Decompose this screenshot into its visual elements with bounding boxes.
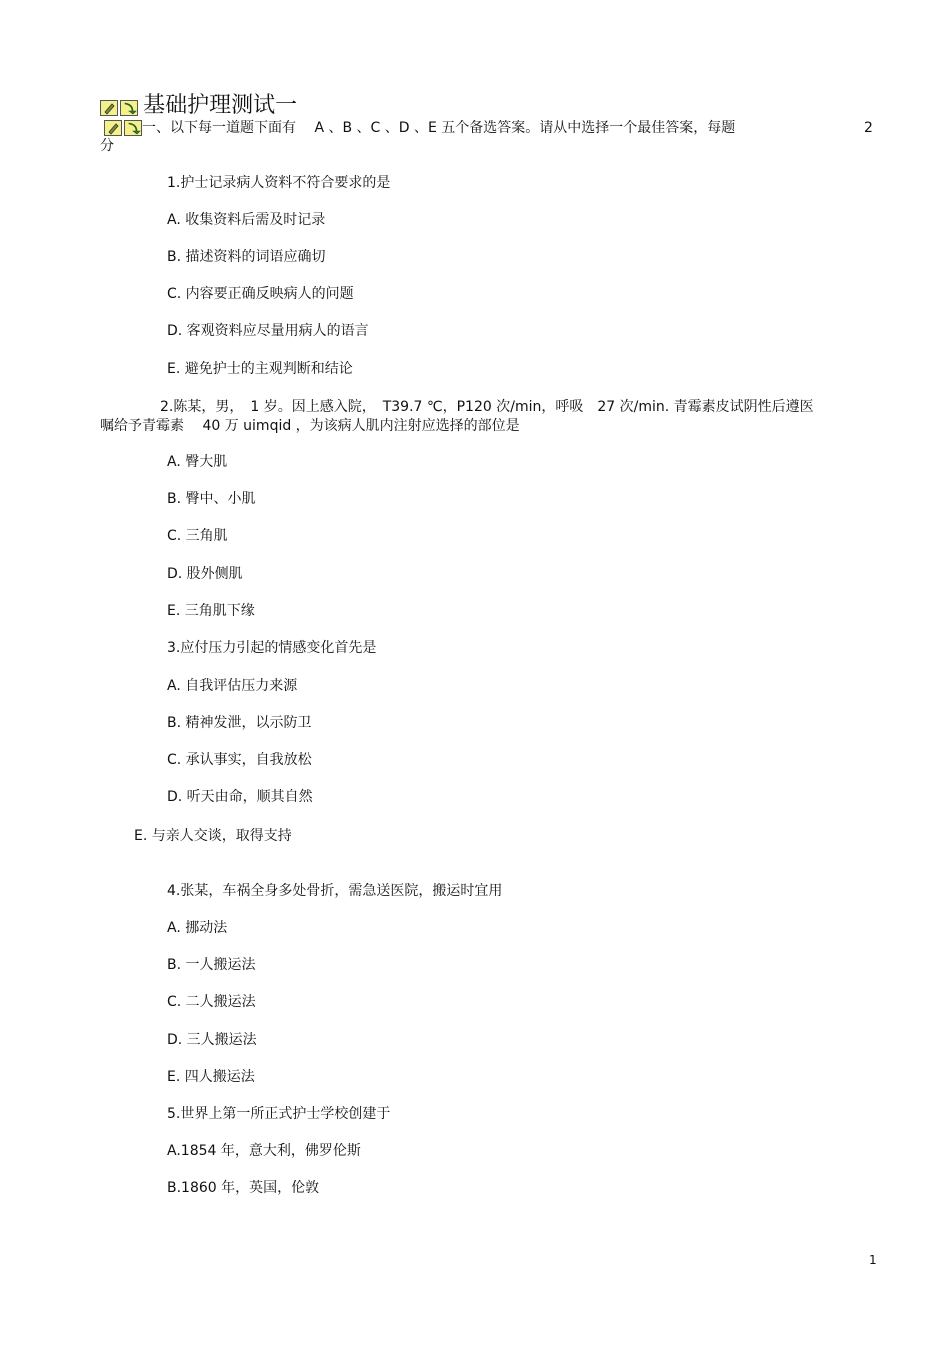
question-stem: 3.应付压力引起的情感变化首先是	[167, 640, 377, 656]
question-stem-continued: 嘱给予青霉素 40 万 uimqid ，为该病人肌内注射应选择的部位是	[100, 418, 520, 434]
option-item: D. 三人搬运法	[167, 1032, 257, 1048]
option-item: B. 精神发泄，以示防卫	[167, 715, 312, 731]
option-item: B. 描述资料的词语应确切	[167, 249, 326, 265]
option-item: E. 三角肌下缘	[167, 603, 255, 619]
section-line2: 分	[100, 138, 114, 154]
title-icons	[100, 100, 138, 116]
pencil-icon	[100, 100, 118, 116]
section-instruction	[104, 119, 735, 137]
option-item: B.1860 年，英国，伦敦	[167, 1180, 320, 1196]
option-item: E. 与亲人交谈，取得支持	[134, 828, 292, 844]
option-item: A.1854 年，意大利，佛罗伦斯	[167, 1143, 361, 1159]
section-icons	[104, 120, 142, 136]
option-item: B. 臀中、小肌	[167, 491, 256, 507]
option-item: E. 四人搬运法	[167, 1069, 255, 1085]
section-line1: 一、以下每一道题下面有 A 、B 、C 、D 、E 五个备选答案。请从中选择一个最佳答案，每题	[142, 120, 736, 136]
option-item: C. 内容要正确反映病人的问题	[167, 286, 354, 302]
arrow-icon	[120, 100, 138, 116]
option-item: A. 臀大肌	[167, 454, 228, 470]
option-item: C. 二人搬运法	[167, 994, 256, 1010]
option-item: B. 一人搬运法	[167, 957, 256, 973]
option-item: D. 听天由命，顺其自然	[167, 789, 313, 805]
option-item: A. 收集资料后需及时记录	[167, 212, 326, 228]
title-row	[100, 88, 297, 119]
option-item: E. 避免护士的主观判断和结论	[167, 361, 353, 377]
option-item: C. 承认事实，自我放松	[167, 752, 312, 768]
pencil-icon	[104, 120, 122, 136]
option-item: A. 挪动法	[167, 920, 228, 936]
option-item: D. 客观资料应尽量用病人的语言	[167, 323, 369, 339]
option-item: C. 三角肌	[167, 528, 228, 544]
question-stem: 2.陈某，男， 1 岁。因上感入院， T39.7 ℃，P120 次/min，呼吸 27 次/min. 青霉素皮试阴性后遵医	[160, 399, 814, 415]
option-item: D. 股外侧肌	[167, 566, 243, 582]
page-number: 1	[869, 1253, 877, 1267]
option-item: A. 自我评估压力来源	[167, 678, 298, 694]
question-stem: 1.护士记录病人资料不符合要求的是	[167, 175, 391, 191]
section-score: 2	[864, 120, 873, 136]
arrow-icon	[124, 120, 142, 136]
question-stem: 4.张某，车祸全身多处骨折，需急送医院，搬运时宜用	[167, 883, 503, 899]
page-title: 基础护理测试一	[143, 93, 298, 118]
question-stem: 5.世界上第一所正式护士学校创建于	[167, 1106, 391, 1122]
